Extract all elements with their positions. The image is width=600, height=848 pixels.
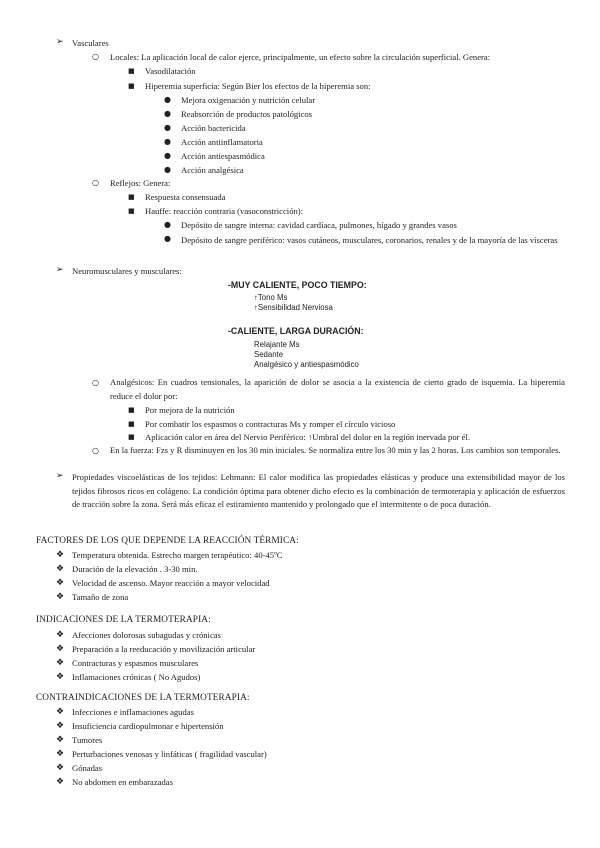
square-bullet-icon: ■	[128, 193, 135, 201]
contraindicaciones-heading: CONTRAINDICACIONES DE LA TERMOTERAPIA:	[36, 693, 250, 703]
reflejos-text: Reflejos: Genera:	[110, 178, 171, 188]
diamond-bullet-icon: ❖	[56, 721, 65, 731]
dot-bullet-icon: ●	[164, 151, 171, 160]
diamond-bullet-icon: ❖	[56, 749, 65, 759]
dot-bullet-icon: ●	[164, 123, 171, 132]
square-bullet-icon: ■	[128, 207, 135, 215]
analgesicos-text: Analgésicos: En cuadros tensionales, la aparición de dolor se asocia a la existencia de cierto grado de isquemia. La hiperemia reduce el dolor por:	[110, 377, 565, 401]
circle-bullet-icon: ○	[92, 52, 99, 61]
indicaciones-item: Contracturas y espasmos musculares	[72, 658, 199, 668]
diamond-bullet-icon: ❖	[56, 550, 65, 560]
hiperemia-text: Hiperemia superficia: Según Bier los efectos de la hiperemia son:	[145, 81, 371, 91]
arrow-bullet-icon: ➢	[56, 471, 64, 481]
dot-bullet-icon: ●	[164, 165, 171, 174]
indicaciones-heading: INDICACIONES DE LA TERMOTERAPIA:	[36, 615, 211, 625]
deposito-interna-text: Depósito de sangre interna: cavidad cardíaca, pulmones, hígado y grandes vasos	[181, 220, 457, 230]
square-bullet-icon: ■	[128, 406, 135, 414]
vasodilatacion-text: Vasodilatación	[145, 66, 196, 76]
locales-text: Locales: La aplicación local de calor ejerce, principalmente, un efecto sobre la circulación superficial. Genera:	[110, 52, 491, 62]
efecto-item: Acción analgésica	[181, 165, 244, 175]
dot-bullet-icon: ●	[164, 137, 171, 146]
propiedades-text: Propiedades viscoelásticas de los tejidos: Lehmann: El calor modifica las propiedades elásticas y produce una extensibilidad mayor de los tejidos fibrosos ricos en colágeno. La condición óptima para obtener dicho efecto es la combinación de termoterapia y aplicación de esfuerzos de tracción sobre la zona. Será más eficaz el estiramiento mantenido y prolongado que el intermitente o de poca duración.	[72, 472, 565, 509]
contraindicaciones-item: Tumores	[72, 735, 103, 745]
caliente-larga-line: Analgésico y antiespasmódico	[254, 360, 359, 369]
efecto-item: Reabsorción de productos patológicos	[181, 109, 313, 119]
dot-bullet-icon: ●	[164, 95, 171, 104]
diamond-bullet-icon: ❖	[56, 763, 65, 773]
factores-item: Velocidad de ascenso. Mayor reacción a mayor velocidad	[72, 578, 270, 588]
caliente-larga-title: -CALIENTE, LARGA DURACIÓN:	[228, 326, 364, 336]
arrow-bullet-icon: ➢	[56, 265, 64, 275]
efecto-item: Mejora oxigenación y nutrición celular	[181, 95, 316, 105]
diamond-bullet-icon: ❖	[56, 592, 65, 602]
caliente-larga-line: Sedante	[254, 350, 284, 359]
indicaciones-item: Preparación a la reeducación y movilización articular	[72, 644, 256, 654]
efecto-item: Acción bactericida	[181, 123, 246, 133]
muy-caliente-line: ↑Sensibilidad Nerviosa	[254, 303, 333, 312]
diamond-bullet-icon: ❖	[56, 672, 65, 682]
muy-caliente-title: -MUY CALIENTE, POCO TIEMPO:	[228, 280, 367, 290]
analgesicos-item: Por combatir los espasmos o contracturas Ms y romper el círculo vicioso	[145, 419, 396, 429]
square-bullet-icon: ■	[128, 67, 135, 75]
indicaciones-item: Afecciones dolorosas subagudas y crónicas	[72, 630, 221, 640]
diamond-bullet-icon: ❖	[56, 707, 65, 717]
factores-item: Duración de la elevación . 3-30 min.	[72, 564, 198, 574]
neuro-heading: Neuromusculares y musculares:	[72, 266, 182, 276]
factores-item: Tamaño de zona	[72, 592, 129, 602]
diamond-bullet-icon: ❖	[56, 777, 65, 787]
muy-caliente-line: ↑Tono Ms	[254, 293, 288, 302]
circle-bullet-icon: ○	[92, 178, 99, 187]
factores-heading: FACTORES DE LOS QUE DEPENDE LA REACCIÓN TÉRMICA:	[36, 536, 299, 546]
arrow-bullet-icon: ➢	[56, 37, 64, 47]
diamond-bullet-icon: ❖	[56, 644, 65, 654]
square-bullet-icon: ■	[128, 433, 135, 441]
vasculares-heading: Vasculares	[72, 38, 109, 48]
caliente-larga-line: Relajante Ms	[254, 340, 300, 349]
diamond-bullet-icon: ❖	[56, 735, 65, 745]
analgesicos-item: Por mejora de la nutrición	[145, 405, 235, 415]
diamond-bullet-icon: ❖	[56, 564, 65, 574]
diamond-bullet-icon: ❖	[56, 658, 65, 668]
square-bullet-icon: ■	[128, 420, 135, 428]
circle-bullet-icon: ○	[92, 378, 99, 387]
factores-item: Temperatura obtenida. Estrecho margen terapéutico: 40-45ºC	[72, 550, 283, 560]
dot-bullet-icon: ●	[164, 234, 171, 243]
analgesicos-item: Aplicación calor en área del Nervio Periférico: ↑Umbral del dolor en la región inervada por él.	[145, 432, 470, 442]
diamond-bullet-icon: ❖	[56, 578, 65, 588]
dot-bullet-icon: ●	[164, 109, 171, 118]
contraindicaciones-item: Gónadas	[72, 763, 103, 773]
dot-bullet-icon: ●	[164, 220, 171, 229]
contraindicaciones-item: No abdomen en embarazadas	[72, 777, 173, 787]
indicaciones-item: Inflamaciones crónicas ( No Agudos)	[72, 672, 201, 682]
hauffe-text: Hauffe: reacción contraria (vasoconstricción):	[145, 206, 304, 216]
contraindicaciones-item: Infecciones e inflamaciones agudas	[72, 707, 194, 717]
contraindicaciones-item: Perturbaciones venosas y linfáticas ( fragilidad vascular)	[72, 749, 267, 759]
respuesta-text: Respuesta consensuada	[145, 192, 226, 202]
contraindicaciones-item: Insuficiencia cardiopulmonar e hipertensión	[72, 721, 224, 731]
square-bullet-icon: ■	[128, 82, 135, 90]
efecto-item: Acción antiespasmódica	[181, 151, 265, 161]
fuerza-text: En la fuerza: Fzs y R disminuyen en los 30 min iniciales. Se normaliza entre los 30 min y las 2 horas. Los cambios son temporales.	[110, 445, 561, 455]
deposito-periferico-text: Depósito de sangre periférico: vasos cutáneos, musculares, coronarios, renales y de la mayoría de las vísceras	[181, 235, 558, 245]
efecto-item: Acción antiinflamatoria	[181, 137, 263, 147]
diamond-bullet-icon: ❖	[56, 630, 65, 640]
circle-bullet-icon: ○	[92, 446, 99, 455]
